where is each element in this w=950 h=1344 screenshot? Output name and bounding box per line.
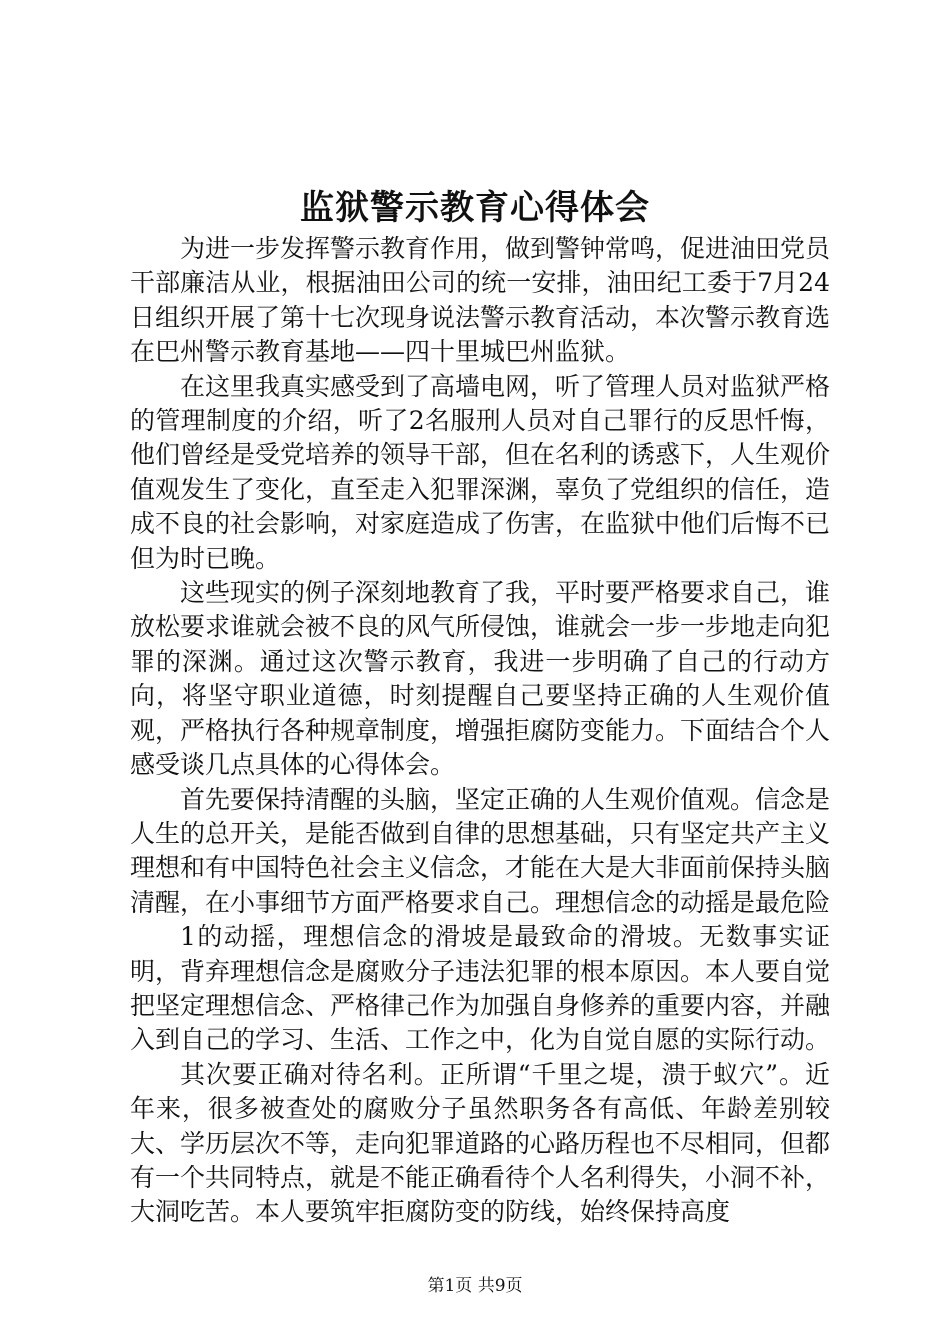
paragraph-5: 1的动摇，理想信念的滑坡是最致命的滑坡。无数事实证明，背弃理想信念是腐败分子违法犯罪的根本原因。本人要自觉把坚定理想信念、严格律己作为加强自身修养的重要内容，并融入到自己的学习、生活、工作之中，化为自觉自愿的实际行动。 (130, 922, 831, 1055)
document-body (130, 232, 830, 1230)
paragraph-1: 为进一步发挥警示教育作用，做到警钟常鸣，促进油田党员干部廉洁从业，根据油田公司的统一安排，油田纪工委于7月24日组织开展了第十七次现身说法警示教育活动，本次警示教育选在巴州警示教育基地——四十里城巴州监狱。 (130, 234, 831, 367)
page-footer: 第1页 共9页 (427, 1276, 523, 1296)
document-title: 监狱警示教育心得体会 (300, 188, 650, 228)
paragraph-3: 这些现实的例子深刻地教育了我，平时要严格要求自己，谁放松要求谁就会被不良的风气所侵蚀，谁就会一步一步地走向犯罪的深渊。通过这次警示教育，我进一步明确了自己的行动方向，将坚守职业道德，时刻提醒自己要坚持正确的人生观价值观，严格执行各种规章制度，增强拒腐防变能力。下面结合个人感受谈几点具体的心得体会。 (130, 578, 831, 780)
paragraph-4: 首先要保持清醒的头脑，坚定正确的人生观价值观。信念是人生的总开关，是能否做到自律的思想基础，只有坚定共产主义理想和有中国特色社会主义信念，才能在大是大非面前保持头脑清醒，在小事细节方面严格要求自己。理想信念的动摇是最危险 (130, 784, 831, 917)
paragraph-2: 在这里我真实感受到了高墙电网，听了管理人员对监狱严格的管理制度的介绍，听了2名服刑人员对自己罪行的反思忏悔，他们曾经是受党培养的领导干部，但在名利的诱惑下，人生观价值观发生了变化，直至走入犯罪深渊，辜负了党组织的信任，造成不良的社会影响，对家庭造成了伤害，在监狱中他们后悔不已但为时已晚。 (130, 371, 831, 573)
paragraph-6: 其次要正确对待名利。正所谓“千里之堤，溃于蚁穴”。近年来，很多被查处的腐败分子虽然职务各有高低、年龄差别较大、学历层次不等，走向犯罪道路的心路历程也不尽相同，但都有一个共同特点，就是不能正确看待个人名利得失，小洞不补，大洞吃苦。本人要筑牢拒腐防变的防线，始终保持高度 (130, 1059, 831, 1227)
